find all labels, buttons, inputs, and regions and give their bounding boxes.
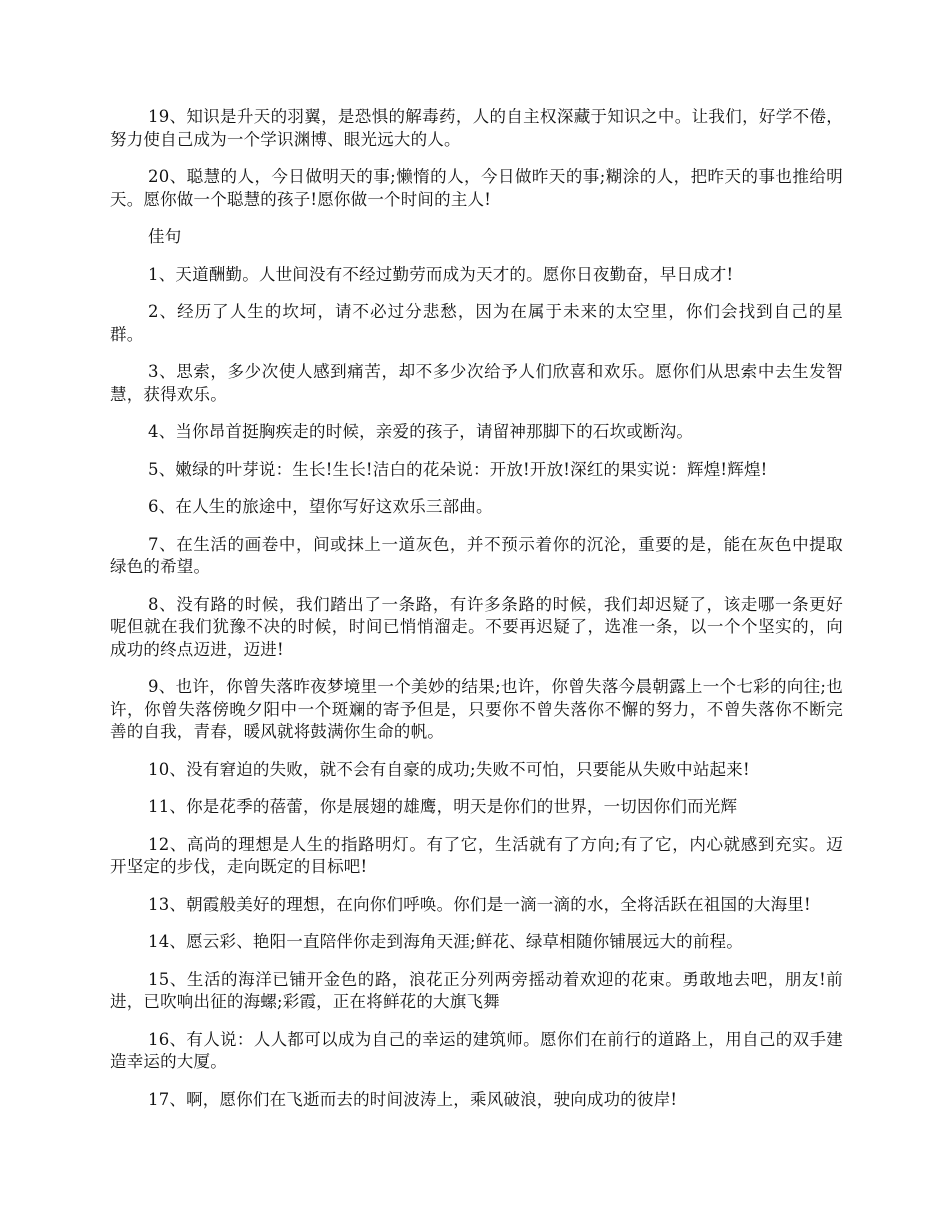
quote-6: 6、在人生的旅途中，望你写好这欢乐三部曲。 xyxy=(148,497,493,516)
quote-3: 3、思索，多少次使人感到痛苦，却不多少次给予人们欣喜和欢乐。愿你们从思索中去生发智慧，获得欢乐。 xyxy=(110,362,843,404)
quote-17: 17、啊，愿你们在飞逝而去的时间波涛上，乘风破浪，驶向成功的彼岸! xyxy=(148,1089,678,1109)
quote-2: 2、经历了人生的坎坷，请不必过分悲愁，因为在属于未来的太空里，你们会找到自己的星群。 xyxy=(110,302,843,344)
quote-10: 10、没有窘迫的失败，就不会有自豪的成功;失败不可怕，只要能从失败中站起来! xyxy=(148,759,750,779)
quote-12: 12、高尚的理想是人生的指路明灯。有了它，生活就有了方向;有了它，内心就感到充实。迈开坚定的步伐，走向既定的目标吧! xyxy=(110,834,843,876)
quote-16: 16、有人说：人人都可以成为自己的幸运的建筑师。愿你们在前行的道路上，用自己的双手建造幸运的大厦。 xyxy=(110,1029,843,1071)
quote-15: 15、生活的海洋已铺开金色的路，浪花正分列两旁摇动着欢迎的花束。勇敢地去吧，朋友!前进，已吹响出征的海螺;彩霞，正在将鲜花的大旗飞舞 xyxy=(110,969,843,1011)
quote-1: 1、天道酬勤。人世间没有不经过勤劳而成为天才的。愿你日夜勤奋，早日成才! xyxy=(148,264,734,284)
quote-14: 14、愿云彩、艳阳一直陪伴你走到海角天涯;鲜花、绿草相随你铺展远大的前程。 xyxy=(148,932,743,951)
quote-5: 5、嫩绿的叶芽说：生长!生长!洁白的花朵说：开放!开放!深红的果实说：辉煌!辉煌! xyxy=(148,459,768,479)
quote-13: 13、朝霞般美好的理想，在向你们呼唤。你们是一滴一滴的水，全将活跃在祖国的大海里! xyxy=(148,894,811,914)
quote-7: 7、在生活的画卷中，间或抹上一道灰色，并不预示着你的沉沦，重要的是，能在灰色中提取绿色的希望。 xyxy=(110,534,843,576)
quote-4: 4、当你昂首挺胸疾走的时候，亲爱的孩子，请留神那脚下的石坎或断沟。 xyxy=(148,422,694,441)
section-heading: 佳句 xyxy=(148,227,182,246)
quote-11: 11、你是花季的蓓蕾，你是展翅的雄鹰，明天是你们的世界，一切因你们而光辉 xyxy=(148,797,738,816)
quote-8: 8、没有路的时候，我们踏出了一条路，有许多条路的时候，我们却迟疑了，该走哪一条更好呢但就在我们犹豫不决的时候，时间已悄悄溜走。不要再迟疑了，选准一条，以一个个坚实的，向成功的终点迈进，迈进! xyxy=(110,594,843,659)
quote-9: 9、也许，你曾失落昨夜梦境里一个美妙的结果;也许，你曾失落今晨朝露上一个七彩的向往;也许，你曾失落傍晚夕阳中一个斑斓的寄予但是，只要你不曾失落你不懈的努力，不曾失落你不断完善的自我，青春，暖风就将鼓满你生命的帆。 xyxy=(110,677,843,741)
paragraph-19: 19、知识是升天的羽翼，是恐惧的解毒药，人的自主权深藏于知识之中。让我们，好学不倦，努力使自己成为一个学识渊博、眼光远大的人。 xyxy=(110,107,843,149)
document-page xyxy=(110,106,843,1126)
paragraph-20: 20、聪慧的人，今日做明天的事;懒惰的人，今日做昨天的事;糊涂的人，把昨天的事也推给明天。愿你做一个聪慧的孩子!愿你做一个时间的主人! xyxy=(110,167,843,209)
